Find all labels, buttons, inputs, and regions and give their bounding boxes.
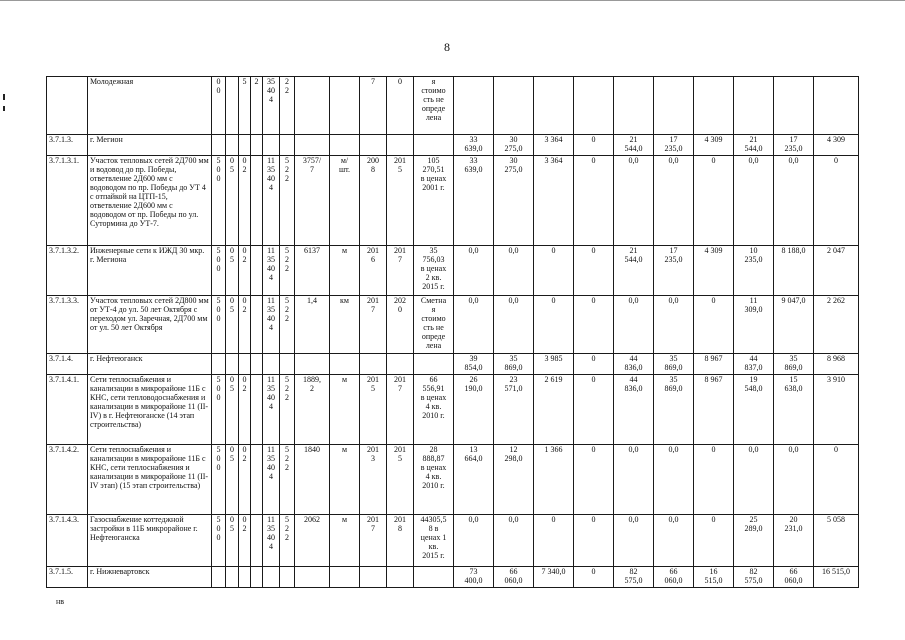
value-cell: 35 869,0 [494, 353, 534, 374]
value-cell: 0,0 [654, 514, 694, 566]
row-name: Сети теплоснабжения и канализации в микрорайоне 11Б с КНС, сети теплоснабжения и канализации в микрорайоне 11 (II-IV этап) (15 этап строительства) [88, 444, 212, 514]
value-cell: 15 638,0 [774, 374, 814, 444]
table-row [47, 514, 859, 566]
value-cell: 26 190,0 [454, 374, 494, 444]
value-cell: 0 [814, 155, 859, 245]
code-digit [251, 135, 263, 156]
code-digit [226, 77, 239, 135]
value-cell: 0,0 [454, 295, 494, 353]
value-cell: 3 985 [534, 353, 574, 374]
estimated-cost: я стоимо сть не опреде лена [414, 77, 454, 135]
end-year [387, 353, 414, 374]
code-digit [226, 135, 239, 156]
unit: км [330, 295, 360, 353]
table-row [47, 374, 859, 444]
value-cell: 0,0 [734, 444, 774, 514]
value-cell: 0 [574, 295, 614, 353]
value-cell: 0,0 [614, 514, 654, 566]
code-digit [239, 135, 251, 156]
value-cell [734, 77, 774, 135]
row-name: г. Мегион [88, 135, 212, 156]
code-digit: 11 35 40 4 [263, 514, 280, 566]
value-cell: 11 309,0 [734, 295, 774, 353]
value-cell: 0 [574, 155, 614, 245]
value-cell: 30 275,0 [494, 135, 534, 156]
code-digit: 5 2 2 [280, 514, 295, 566]
value-cell: 30 275,0 [494, 155, 534, 245]
value-cell: 16 515,0 [694, 566, 734, 587]
value-cell: 8 968 [814, 353, 859, 374]
value-cell: 35 869,0 [654, 353, 694, 374]
row-name: г. Нижневартовск [88, 566, 212, 587]
row-code: 3.7.1.3.1. [47, 155, 88, 245]
value-cell: 12 298,0 [494, 444, 534, 514]
code-digit: 5 [239, 77, 251, 135]
end-year: 201 7 [387, 374, 414, 444]
row-name: Молодежная [88, 77, 212, 135]
quantity: 1840 [295, 444, 330, 514]
code-digit [280, 566, 295, 587]
value-cell: 39 854,0 [454, 353, 494, 374]
code-digit [263, 135, 280, 156]
estimated-cost: 105 270,51 в ценах 2001 г. [414, 155, 454, 245]
code-digit: 11 35 40 4 [263, 374, 280, 444]
code-digit [251, 155, 263, 245]
value-cell: 0,0 [774, 444, 814, 514]
code-digit [251, 444, 263, 514]
estimated-cost: 66 556,91 в ценах 4 кв. 2010 г. [414, 374, 454, 444]
code-digit: 5 2 2 [280, 155, 295, 245]
value-cell: 0 [574, 444, 614, 514]
unit: м [330, 245, 360, 295]
start-year: 201 6 [360, 245, 387, 295]
value-cell: 0 [694, 155, 734, 245]
unit [330, 566, 360, 587]
start-year: 201 7 [360, 295, 387, 353]
value-cell: 33 639,0 [454, 135, 494, 156]
value-cell [654, 77, 694, 135]
code-digit: 5 2 2 [280, 295, 295, 353]
row-code: 3.7.1.4.1. [47, 374, 88, 444]
value-cell [814, 77, 859, 135]
code-digit [251, 245, 263, 295]
row-code: 3.7.1.3. [47, 135, 88, 156]
row-code: 3.7.1.3.2. [47, 245, 88, 295]
quantity: 1889, 2 [295, 374, 330, 444]
value-cell: 0 [534, 514, 574, 566]
value-cell: 0 [694, 514, 734, 566]
value-cell: 0 [574, 135, 614, 156]
value-cell: 23 571,0 [494, 374, 534, 444]
code-digit [226, 566, 239, 587]
estimated-cost: 28 888,87 в ценах 4 кв. 2010 г. [414, 444, 454, 514]
value-cell: 44 836,0 [614, 353, 654, 374]
code-digit [226, 353, 239, 374]
code-digit: 5 0 0 [212, 514, 226, 566]
value-cell: 0,0 [654, 295, 694, 353]
code-digit: 0 5 [226, 374, 239, 444]
code-digit: 0 0 [212, 77, 226, 135]
code-digit: 0 5 [226, 444, 239, 514]
code-digit [251, 374, 263, 444]
row-code [47, 77, 88, 135]
value-cell: 0 [814, 444, 859, 514]
code-digit: 11 35 40 4 [263, 155, 280, 245]
code-digit: 5 2 2 [280, 444, 295, 514]
value-cell: 9 047,0 [774, 295, 814, 353]
value-cell: 17 235,0 [774, 135, 814, 156]
value-cell: 66 060,0 [654, 566, 694, 587]
estimated-cost: Сметна я стоимо сть не опреде лена [414, 295, 454, 353]
value-cell [534, 77, 574, 135]
value-cell: 7 340,0 [534, 566, 574, 587]
page-number: 8 [444, 40, 450, 54]
start-year: 201 5 [360, 374, 387, 444]
value-cell: 0,0 [614, 155, 654, 245]
value-cell: 0,0 [774, 155, 814, 245]
end-year: 201 5 [387, 155, 414, 245]
value-cell: 0 [534, 245, 574, 295]
row-code: 3.7.1.5. [47, 566, 88, 587]
value-cell: 16 515,0 [814, 566, 859, 587]
code-digit: 2 2 [280, 77, 295, 135]
start-year: 200 8 [360, 155, 387, 245]
code-digit: 0 2 [239, 155, 251, 245]
value-cell: 0,0 [454, 245, 494, 295]
code-digit: 5 0 0 [212, 155, 226, 245]
value-cell: 0,0 [614, 295, 654, 353]
start-year: 7 [360, 77, 387, 135]
estimated-cost [414, 135, 454, 156]
value-cell: 21 544,0 [614, 135, 654, 156]
unit: м [330, 514, 360, 566]
value-cell: 3 910 [814, 374, 859, 444]
value-cell: 3 364 [534, 155, 574, 245]
code-digit: 0 2 [239, 514, 251, 566]
code-digit: 5 0 0 [212, 444, 226, 514]
end-year: 0 [387, 77, 414, 135]
code-digit [212, 135, 226, 156]
value-cell: 33 639,0 [454, 155, 494, 245]
table-row [47, 245, 859, 295]
table-row [47, 566, 859, 587]
row-name: Инженерные сети к ИЖД 30 мкр. г. Мегиона [88, 245, 212, 295]
value-cell: 0 [574, 353, 614, 374]
value-cell: 0 [694, 295, 734, 353]
value-cell [454, 77, 494, 135]
binding-mark [3, 94, 5, 100]
value-cell [774, 77, 814, 135]
code-digit: 0 5 [226, 245, 239, 295]
value-cell: 0,0 [614, 444, 654, 514]
row-code: 3.7.1.4.2. [47, 444, 88, 514]
value-cell: 0,0 [494, 514, 534, 566]
estimated-cost: 44305,5 8 в ценах 1 кв. 2015 г. [414, 514, 454, 566]
code-digit: 5 2 2 [280, 245, 295, 295]
start-year [360, 135, 387, 156]
value-cell: 73 400,0 [454, 566, 494, 587]
investment-table [46, 76, 859, 588]
value-cell: 8 188,0 [774, 245, 814, 295]
value-cell: 0 [574, 566, 614, 587]
row-name: Газоснабжение коттеджной застройки в 11Б микрорайоне г. Нефтеюганска [88, 514, 212, 566]
value-cell: 5 058 [814, 514, 859, 566]
code-digit [212, 566, 226, 587]
value-cell: 0 [694, 444, 734, 514]
table-row [47, 444, 859, 514]
code-digit: 2 [251, 77, 263, 135]
value-cell: 4 309 [814, 135, 859, 156]
end-year: 202 0 [387, 295, 414, 353]
code-digit [251, 295, 263, 353]
code-digit [263, 353, 280, 374]
start-year [360, 353, 387, 374]
quantity [295, 566, 330, 587]
code-digit: 0 2 [239, 374, 251, 444]
value-cell: 44 837,0 [734, 353, 774, 374]
value-cell: 35 869,0 [774, 353, 814, 374]
code-digit [251, 566, 263, 587]
code-digit: 11 35 40 4 [263, 444, 280, 514]
value-cell: 44 836,0 [614, 374, 654, 444]
value-cell [494, 77, 534, 135]
unit [330, 135, 360, 156]
value-cell: 8 967 [694, 353, 734, 374]
estimated-cost: 35 756,03 в ценах 2 кв. 2015 г. [414, 245, 454, 295]
value-cell: 0,0 [734, 155, 774, 245]
value-cell: 1 366 [534, 444, 574, 514]
code-digit [251, 353, 263, 374]
binding-mark [3, 106, 5, 111]
estimated-cost [414, 566, 454, 587]
code-digit: 0 2 [239, 444, 251, 514]
quantity [295, 77, 330, 135]
value-cell: 2 262 [814, 295, 859, 353]
row-code: 3.7.1.3.3. [47, 295, 88, 353]
quantity: 3757/ 7 [295, 155, 330, 245]
table-row [47, 353, 859, 374]
code-digit: 5 0 0 [212, 374, 226, 444]
code-digit: 0 5 [226, 155, 239, 245]
unit: м/ шт. [330, 155, 360, 245]
code-digit: 0 2 [239, 245, 251, 295]
unit [330, 353, 360, 374]
value-cell: 3 364 [534, 135, 574, 156]
value-cell: 21 544,0 [614, 245, 654, 295]
end-year: 201 7 [387, 245, 414, 295]
quantity: 6137 [295, 245, 330, 295]
value-cell: 2 619 [534, 374, 574, 444]
value-cell: 20 231,0 [774, 514, 814, 566]
row-name: г. Нефтеюганск [88, 353, 212, 374]
start-year: 201 3 [360, 444, 387, 514]
code-digit: 35 40 4 [263, 77, 280, 135]
end-year [387, 566, 414, 587]
row-name: Участок тепловых сетей 2Д700 мм и водовод до пр. Победы, ответвление 2Д600 мм с водоводом по пр. Победы до УТ 4 с отпайкой на ЦТП-15, ответвление 2Д600 мм с водоводом от пр. Победы по ул. Сутормина до УТ-7. [88, 155, 212, 245]
value-cell: 0,0 [654, 155, 694, 245]
value-cell: 66 060,0 [494, 566, 534, 587]
value-cell: 0,0 [454, 514, 494, 566]
value-cell: 82 575,0 [614, 566, 654, 587]
value-cell: 2 047 [814, 245, 859, 295]
value-cell: 0 [574, 245, 614, 295]
value-cell [574, 77, 614, 135]
quantity [295, 353, 330, 374]
start-year [360, 566, 387, 587]
value-cell: 4 309 [694, 245, 734, 295]
code-digit [280, 135, 295, 156]
quantity: 1,4 [295, 295, 330, 353]
code-digit: 11 35 40 4 [263, 245, 280, 295]
code-digit: 0 5 [226, 295, 239, 353]
value-cell: 0,0 [494, 295, 534, 353]
code-digit: 0 5 [226, 514, 239, 566]
value-cell: 25 289,0 [734, 514, 774, 566]
code-digit [280, 353, 295, 374]
value-cell [614, 77, 654, 135]
value-cell: 0 [574, 514, 614, 566]
scan-edge [0, 0, 905, 1]
value-cell: 8 967 [694, 374, 734, 444]
footer-note: нв [56, 597, 65, 606]
row-name: Участок тепловых сетей 2Д800 мм от УТ-4 до ул. 50 лет Октября с переходом ул. Заречная, 2Д700 мм от ул. 50 лет Октября [88, 295, 212, 353]
code-digit [239, 566, 251, 587]
value-cell: 10 235,0 [734, 245, 774, 295]
unit [330, 77, 360, 135]
row-code: 3.7.1.4.3. [47, 514, 88, 566]
code-digit: 0 2 [239, 295, 251, 353]
value-cell: 17 235,0 [654, 245, 694, 295]
code-digit: 5 0 0 [212, 295, 226, 353]
code-digit [263, 566, 280, 587]
value-cell: 4 309 [694, 135, 734, 156]
value-cell [694, 77, 734, 135]
end-year: 201 5 [387, 444, 414, 514]
code-digit [212, 353, 226, 374]
end-year [387, 135, 414, 156]
value-cell: 82 575,0 [734, 566, 774, 587]
value-cell: 35 869,0 [654, 374, 694, 444]
table-row [47, 77, 859, 135]
quantity [295, 135, 330, 156]
quantity: 2062 [295, 514, 330, 566]
row-name: Сети теплоснабжения и канализации в микрорайоне 11Б с КНС, сети тепловодоснабжения и канализации в микрорайоне 11 (II-IV) в г. Нефтеюганске (14 этап строительства) [88, 374, 212, 444]
value-cell: 19 548,0 [734, 374, 774, 444]
unit: м [330, 374, 360, 444]
table-row [47, 155, 859, 245]
value-cell: 17 235,0 [654, 135, 694, 156]
start-year: 201 7 [360, 514, 387, 566]
table-row [47, 135, 859, 156]
value-cell: 0,0 [654, 444, 694, 514]
value-cell: 21 544,0 [734, 135, 774, 156]
code-digit: 5 0 0 [212, 245, 226, 295]
value-cell: 0 [534, 295, 574, 353]
row-code: 3.7.1.4. [47, 353, 88, 374]
value-cell: 0 [574, 374, 614, 444]
end-year: 201 8 [387, 514, 414, 566]
table-row [47, 295, 859, 353]
code-digit: 11 35 40 4 [263, 295, 280, 353]
code-digit [239, 353, 251, 374]
unit: м [330, 444, 360, 514]
value-cell: 66 060,0 [774, 566, 814, 587]
code-digit [251, 514, 263, 566]
estimated-cost [414, 353, 454, 374]
value-cell: 0,0 [494, 245, 534, 295]
value-cell: 13 664,0 [454, 444, 494, 514]
code-digit: 5 2 2 [280, 374, 295, 444]
